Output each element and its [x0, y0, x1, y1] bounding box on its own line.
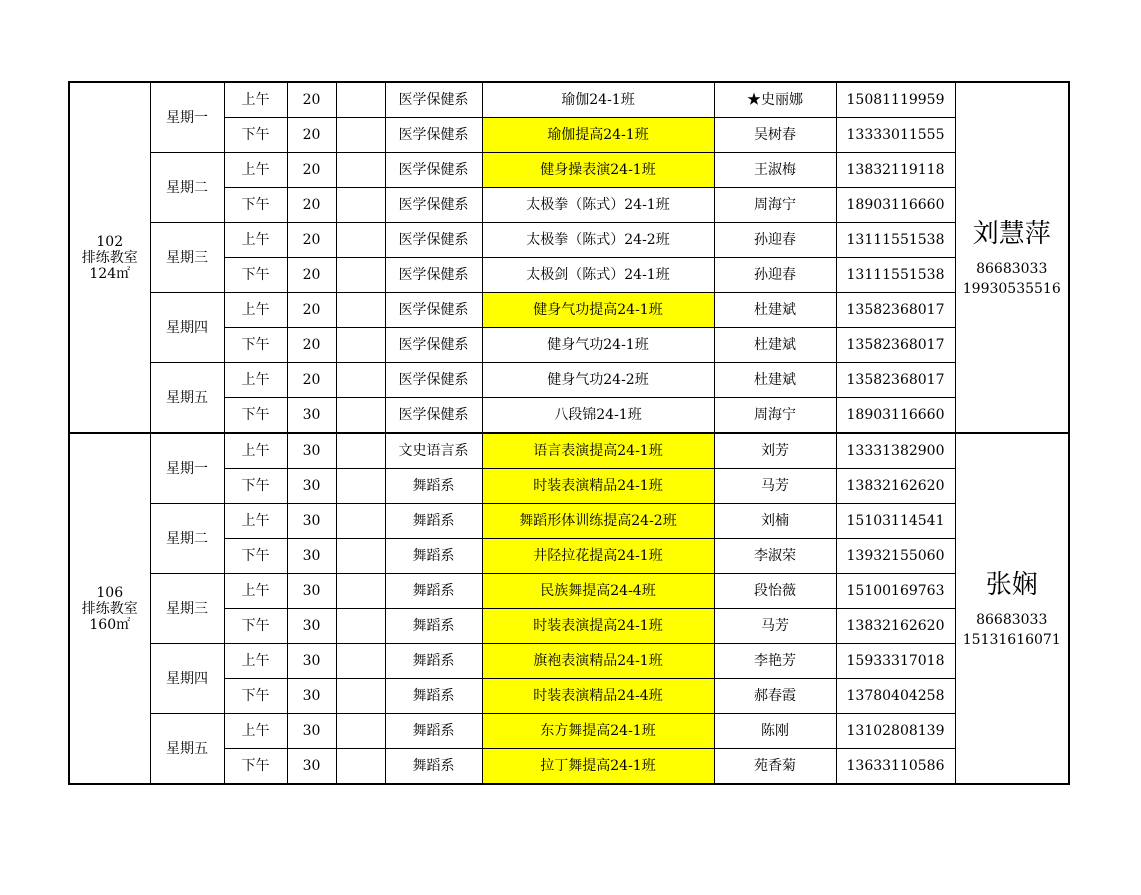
- teacher-cell: 吴树春: [714, 118, 836, 153]
- teacher-cell: 马芳: [714, 469, 836, 504]
- teacher-cell: 孙迎春: [714, 223, 836, 258]
- period-cell: 上午: [224, 82, 287, 118]
- count-cell: 20: [287, 293, 336, 328]
- count-cell: 30: [287, 504, 336, 539]
- contact-phone: 86683033: [976, 611, 1048, 628]
- empty-cell: [336, 398, 385, 434]
- period-cell: 上午: [224, 153, 287, 188]
- teacher-phone-cell: 15933317018: [836, 644, 955, 679]
- period-cell: 下午: [224, 749, 287, 785]
- room-area: 160㎡: [89, 616, 131, 633]
- department-cell: 舞蹈系: [385, 609, 482, 644]
- department-cell: 医学保健系: [385, 293, 482, 328]
- teacher-cell: 周海宁: [714, 188, 836, 223]
- empty-cell: [336, 469, 385, 504]
- period-cell: 上午: [224, 714, 287, 749]
- schedule-body: [69, 82, 1069, 784]
- teacher-cell: ★史丽娜: [714, 82, 836, 118]
- teacher-cell: 周海宁: [714, 398, 836, 434]
- empty-cell: [336, 363, 385, 398]
- teacher-cell: 陈刚: [714, 714, 836, 749]
- class-name-cell: 旗袍表演精品24-1班: [482, 644, 714, 679]
- department-cell: 舞蹈系: [385, 714, 482, 749]
- count-cell: 30: [287, 574, 336, 609]
- count-cell: 30: [287, 714, 336, 749]
- department-cell: 舞蹈系: [385, 469, 482, 504]
- teacher-cell: 苑香菊: [714, 749, 836, 785]
- teacher-phone-cell: 13102808139: [836, 714, 955, 749]
- class-name-cell: 太极剑（陈式）24-1班: [482, 258, 714, 293]
- department-cell: 医学保健系: [385, 258, 482, 293]
- count-cell: 20: [287, 118, 336, 153]
- count-cell: 20: [287, 328, 336, 363]
- class-name-cell: 东方舞提高24-1班: [482, 714, 714, 749]
- count-cell: 30: [287, 749, 336, 785]
- department-cell: 舞蹈系: [385, 539, 482, 574]
- empty-cell: [336, 574, 385, 609]
- department-cell: 医学保健系: [385, 363, 482, 398]
- day-cell: 星期一: [150, 433, 224, 504]
- teacher-phone-cell: 15081119959: [836, 82, 955, 118]
- teacher-cell: 段怡薇: [714, 574, 836, 609]
- class-name-cell: 瑜伽24-1班: [482, 82, 714, 118]
- empty-cell: [336, 749, 385, 785]
- class-name-cell: 健身气功24-1班: [482, 328, 714, 363]
- class-name-cell: 语言表演提高24-1班: [482, 433, 714, 469]
- teacher-phone-cell: 13331382900: [836, 433, 955, 469]
- teacher-phone-cell: 13333011555: [836, 118, 955, 153]
- teacher-cell: 杜建斌: [714, 363, 836, 398]
- class-name-cell: 井陉拉花提高24-1班: [482, 539, 714, 574]
- period-cell: 下午: [224, 679, 287, 714]
- count-cell: 30: [287, 433, 336, 469]
- contact-phone: 15131616071: [962, 631, 1061, 648]
- empty-cell: [336, 609, 385, 644]
- count-cell: 30: [287, 469, 336, 504]
- schedule-table: [68, 81, 1070, 785]
- department-cell: 医学保健系: [385, 188, 482, 223]
- teacher-cell: 李艳芳: [714, 644, 836, 679]
- day-cell: 星期三: [150, 574, 224, 644]
- department-cell: 医学保健系: [385, 118, 482, 153]
- department-cell: 舞蹈系: [385, 679, 482, 714]
- empty-cell: [336, 433, 385, 469]
- teacher-phone-cell: 13582368017: [836, 293, 955, 328]
- teacher-phone-cell: 15103114541: [836, 504, 955, 539]
- teacher-phone-cell: 13111551538: [836, 258, 955, 293]
- teacher-cell: 李淑荣: [714, 539, 836, 574]
- count-cell: 20: [287, 363, 336, 398]
- contact-phone: 19930535516: [962, 280, 1061, 297]
- class-name-cell: 时装表演精品24-1班: [482, 469, 714, 504]
- teacher-cell: 王淑梅: [714, 153, 836, 188]
- teacher-cell: 刘楠: [714, 504, 836, 539]
- department-cell: 医学保健系: [385, 328, 482, 363]
- period-cell: 下午: [224, 539, 287, 574]
- empty-cell: [336, 82, 385, 118]
- period-cell: 上午: [224, 293, 287, 328]
- room-number: 106: [96, 584, 124, 601]
- empty-cell: [336, 679, 385, 714]
- teacher-phone-cell: 18903116660: [836, 398, 955, 434]
- contact-cell: [955, 82, 1069, 433]
- teacher-phone-cell: 13582368017: [836, 328, 955, 363]
- table-row: [69, 644, 1069, 679]
- empty-cell: [336, 644, 385, 679]
- empty-cell: [336, 223, 385, 258]
- table-row: [69, 153, 1069, 188]
- count-cell: 20: [287, 258, 336, 293]
- teacher-cell: 马芳: [714, 609, 836, 644]
- day-cell: 星期一: [150, 82, 224, 153]
- class-name-cell: 时装表演提高24-1班: [482, 609, 714, 644]
- teacher-cell: 杜建斌: [714, 293, 836, 328]
- contact-phone: 86683033: [976, 260, 1048, 277]
- teacher-cell: 孙迎春: [714, 258, 836, 293]
- day-cell: 星期二: [150, 504, 224, 574]
- teacher-cell: 刘芳: [714, 433, 836, 469]
- day-cell: 星期四: [150, 293, 224, 363]
- class-name-cell: 瑜伽提高24-1班: [482, 118, 714, 153]
- day-cell: 星期五: [150, 714, 224, 785]
- empty-cell: [336, 153, 385, 188]
- count-cell: 30: [287, 679, 336, 714]
- count-cell: 30: [287, 644, 336, 679]
- department-cell: 医学保健系: [385, 223, 482, 258]
- count-cell: 30: [287, 609, 336, 644]
- table-row: [69, 82, 1069, 118]
- count-cell: 30: [287, 398, 336, 434]
- period-cell: 上午: [224, 363, 287, 398]
- class-name-cell: 拉丁舞提高24-1班: [482, 749, 714, 785]
- empty-cell: [336, 504, 385, 539]
- day-cell: 星期五: [150, 363, 224, 434]
- class-name-cell: 舞蹈形体训练提高24-2班: [482, 504, 714, 539]
- department-cell: 舞蹈系: [385, 574, 482, 609]
- teacher-phone-cell: 13832162620: [836, 469, 955, 504]
- teacher-phone-cell: 13780404258: [836, 679, 955, 714]
- empty-cell: [336, 118, 385, 153]
- contact-name: 张娴: [985, 569, 1038, 600]
- table-row: [69, 433, 1069, 469]
- table-row: [69, 504, 1069, 539]
- count-cell: 20: [287, 223, 336, 258]
- contact-name: 刘慧萍: [972, 218, 1051, 249]
- class-name-cell: 太极拳（陈式）24-2班: [482, 223, 714, 258]
- count-cell: 20: [287, 82, 336, 118]
- room-cell: [69, 82, 150, 433]
- class-name-cell: 民族舞提高24-4班: [482, 574, 714, 609]
- department-cell: 舞蹈系: [385, 504, 482, 539]
- class-name-cell: 健身操表演24-1班: [482, 153, 714, 188]
- table-row: [69, 223, 1069, 258]
- teacher-phone-cell: 13832119118: [836, 153, 955, 188]
- empty-cell: [336, 539, 385, 574]
- department-cell: 文史语言系: [385, 433, 482, 469]
- table-row: [69, 714, 1069, 749]
- department-cell: 医学保健系: [385, 398, 482, 434]
- period-cell: 上午: [224, 644, 287, 679]
- period-cell: 下午: [224, 258, 287, 293]
- empty-cell: [336, 258, 385, 293]
- empty-cell: [336, 328, 385, 363]
- count-cell: 20: [287, 153, 336, 188]
- teacher-phone-cell: 13633110586: [836, 749, 955, 785]
- count-cell: 30: [287, 539, 336, 574]
- department-cell: 医学保健系: [385, 153, 482, 188]
- teacher-phone-cell: 13932155060: [836, 539, 955, 574]
- class-name-cell: 八段锦24-1班: [482, 398, 714, 434]
- table-row: [69, 293, 1069, 328]
- room-name: 排练教室: [81, 600, 138, 617]
- table-row: [69, 363, 1069, 398]
- period-cell: 下午: [224, 398, 287, 434]
- room-cell: [69, 433, 150, 784]
- day-cell: 星期二: [150, 153, 224, 223]
- class-name-cell: 时装表演精品24-4班: [482, 679, 714, 714]
- period-cell: 下午: [224, 118, 287, 153]
- department-cell: 舞蹈系: [385, 749, 482, 785]
- period-cell: 下午: [224, 469, 287, 504]
- department-cell: 舞蹈系: [385, 644, 482, 679]
- teacher-phone-cell: 15100169763: [836, 574, 955, 609]
- empty-cell: [336, 714, 385, 749]
- class-name-cell: 健身气功24-2班: [482, 363, 714, 398]
- period-cell: 下午: [224, 609, 287, 644]
- empty-cell: [336, 293, 385, 328]
- class-name-cell: 健身气功提高24-1班: [482, 293, 714, 328]
- class-name-cell: 太极拳（陈式）24-1班: [482, 188, 714, 223]
- period-cell: 下午: [224, 328, 287, 363]
- room-area: 124㎡: [89, 265, 131, 282]
- period-cell: 上午: [224, 223, 287, 258]
- period-cell: 上午: [224, 433, 287, 469]
- teacher-phone-cell: 13582368017: [836, 363, 955, 398]
- teacher-phone-cell: 18903116660: [836, 188, 955, 223]
- department-cell: 医学保健系: [385, 82, 482, 118]
- day-cell: 星期四: [150, 644, 224, 714]
- empty-cell: [336, 188, 385, 223]
- teacher-phone-cell: 13832162620: [836, 609, 955, 644]
- day-cell: 星期三: [150, 223, 224, 293]
- count-cell: 20: [287, 188, 336, 223]
- room-number: 102: [96, 233, 124, 250]
- teacher-cell: 郝春霞: [714, 679, 836, 714]
- table-row: [69, 574, 1069, 609]
- teacher-phone-cell: 13111551538: [836, 223, 955, 258]
- contact-cell: [955, 433, 1069, 784]
- period-cell: 上午: [224, 574, 287, 609]
- period-cell: 上午: [224, 504, 287, 539]
- teacher-cell: 杜建斌: [714, 328, 836, 363]
- period-cell: 下午: [224, 188, 287, 223]
- room-name: 排练教室: [81, 249, 138, 266]
